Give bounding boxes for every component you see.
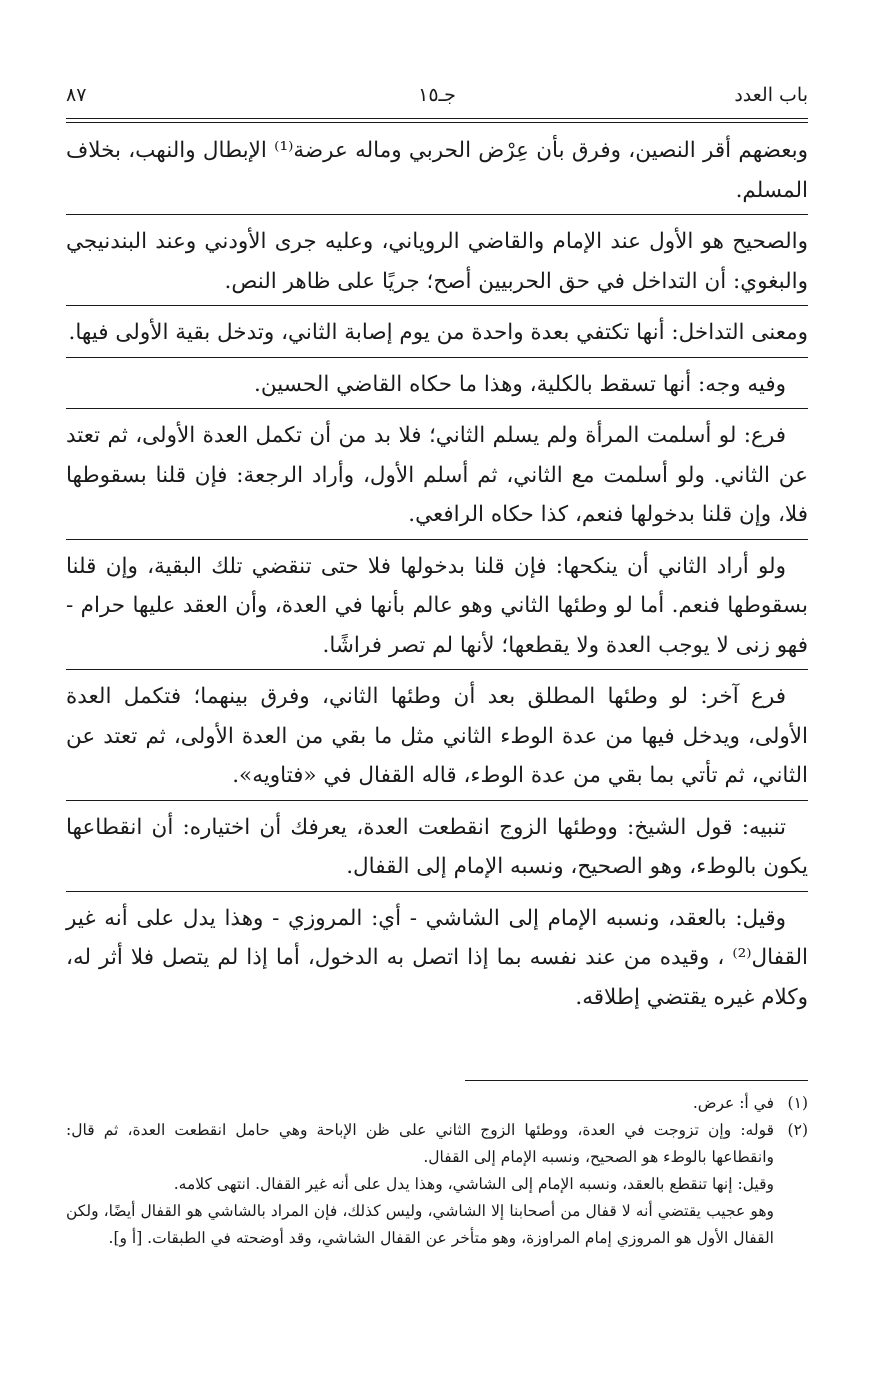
paragraph-divider xyxy=(66,357,808,358)
header-rule-thick xyxy=(66,118,808,119)
paragraph-7: فرع آخر: لو وطئها المطلق بعد أن وطئها الثاني، وفرق بينهما؛ فتكمل العدة الأولى، ويدخل فيها من عدة الوطء الثاني مثل ما بقي من العدة الأولى، ثم تعتد عن الثاني، ثم تأتي بما بقي من عدة الوطء، قاله القفال في «فتاويه». xyxy=(66,684,808,788)
paragraph-2: والصحيح هو الأول عند الإمام والقاضي الروياني، وعليه جرى الأودني وعند البندنيجي والبغوي: أن التداخل في حق الحربيين أصح؛ جريًا على ظاهر النص. xyxy=(66,229,808,294)
paragraph-divider xyxy=(66,305,808,306)
paragraph-1: وبعضهم أقر النصين، وفرق بأن عِرْض الحربي وماله عرضة⁽¹⁾ الإبطال والنهب، بخلاف المسلم. xyxy=(66,138,808,203)
paragraph-3: ومعنى التداخل: أنها تكتفي بعدة واحدة من يوم إصابة الثاني، وتدخل بقية الأولى فيها. xyxy=(68,320,808,345)
paragraph-8: تنبيه: قول الشيخ: ووطئها الزوج انقطعت العدة، يعرفك أن اختياره: أن انقطاعها يكون بالوطء، وهو الصحيح، ونسبه الإمام إلى القفال. xyxy=(66,814,808,879)
page xyxy=(66,80,808,1017)
volume-label: جـ١٥ xyxy=(418,84,456,106)
paragraph-divider xyxy=(66,214,808,215)
main-text xyxy=(66,129,808,1017)
footnote-2 xyxy=(66,1117,808,1171)
paragraph-divider xyxy=(66,800,808,801)
paragraph-4: وفيه وجه: أنها تسقط بالكلية، وهذا ما حكاه القاضي الحسين. xyxy=(254,371,786,397)
footnote-text: في أ: عرض. xyxy=(692,1094,774,1112)
paragraph-divider xyxy=(66,408,808,409)
running-header xyxy=(66,80,808,114)
footnote-2-continuation-1: وقيل: إنها تنقطع بالعقد، ونسبه الإمام إلى الشاشي، وهذا يدل على أنه غير القفال. انتهى كلامه. xyxy=(173,1175,774,1193)
footnote-text: قوله: وإن تزوجت في العدة، ووطئها الزوج الثاني على ظن الإباحة وهي حامل انقطعت العدة، ثم قال: وانقطاعها بالوطء هو الصحيح، ونسبه الإمام إلى القفال. xyxy=(66,1121,774,1166)
paragraph-9: وقيل: بالعقد، ونسبه الإمام إلى الشاشي - أي: المروزي - وهذا يدل على أنه غير القفال⁽²⁾ ، وقيده من عند نفسه بما إذا اتصل به الدخول، أما إذا لم يتصل فلا أثر له، وكلام غيره يقتضي إطلاقه. xyxy=(66,905,808,1010)
footnotes xyxy=(66,1090,808,1252)
footnote-number: (١) xyxy=(787,1094,808,1112)
chapter-title: باب العدد xyxy=(734,84,808,106)
paragraph-divider xyxy=(66,891,808,892)
paragraph-6: ولو أراد الثاني أن ينكحها: فإن قلنا بدخولها فلا حتى تنقضي تلك البقية، وإن قلنا بسقوطها فنعم. أما لو وطئها الثاني وهو عالم بأنها في العدة، وأن العقد عليها حرام - فهو زنى لا يوجب العدة ولا يقطعها؛ لأنها لم تصر فراشًا. xyxy=(66,553,808,658)
page-number: ٨٧ xyxy=(66,84,87,106)
footnote-rule xyxy=(465,1080,808,1081)
paragraph-divider xyxy=(66,669,808,670)
footnote-1 xyxy=(66,1090,808,1117)
header-rule-thin xyxy=(66,122,808,123)
paragraph-5: فرع: لو أسلمت المرأة ولم يسلم الثاني؛ فلا بد من أن تكمل العدة الأولى، ثم تعتد عن الثاني. ولو أسلمت مع الثاني، ثم أسلم الأول، وأراد الرجعة: فإن قلنا بسقوطها فلا، وإن قلنا بدخولها فنعم، كذا حكاه الرافعي. xyxy=(66,423,808,527)
footnote-2-continuation-2: وهو عجيب يقتضي أنه لا قفال من أصحابنا إلا الشاشي، وليس كذلك، فإن المراد بالشاشي هو القفال أيضًا، ولكن القفال الأول هو المروزي إمام المراوزة، وهو متأخر عن القفال الشاشي، وقد أوضحته في الطبقات. [أ و]. xyxy=(66,1202,774,1247)
paragraph-divider xyxy=(66,539,808,540)
footnote-number: (٢) xyxy=(787,1121,808,1139)
